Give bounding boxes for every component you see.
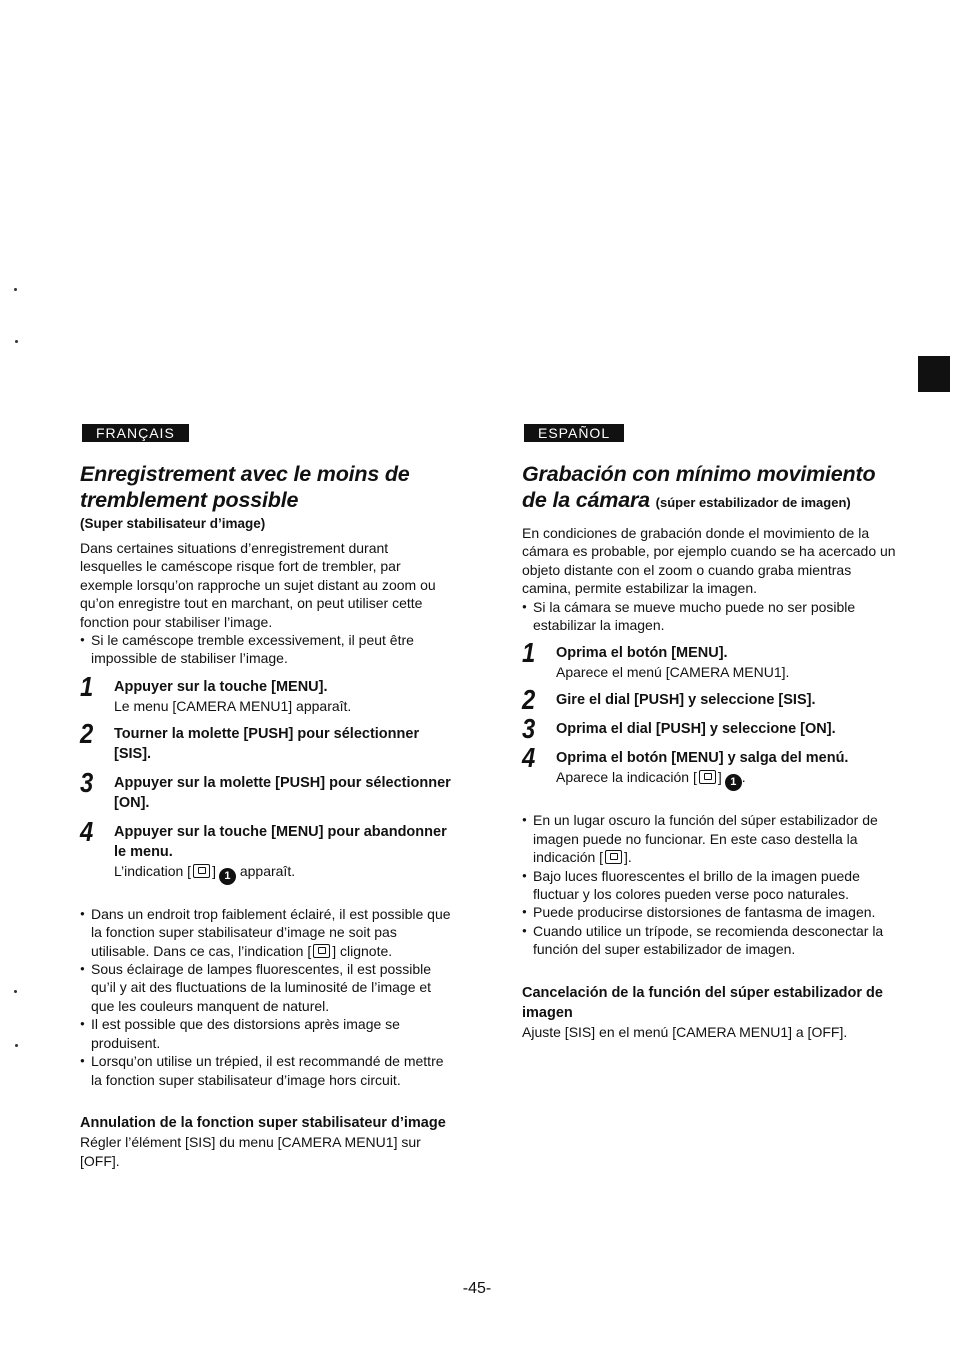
section-subtitle: (súper estabilizador de imagen) <box>655 495 851 510</box>
step-number: 2 <box>522 684 536 716</box>
step-note <box>556 768 902 791</box>
section-subtitle: (Super stabilisateur d’image) <box>80 516 266 531</box>
note-text: . <box>741 769 746 786</box>
step-instruction: Gire el dial [PUSH] y seleccione [SIS]. <box>556 692 816 709</box>
title-line-1: Grabación con mínimo movimiento <box>522 462 876 486</box>
note-text: L’indication [ <box>114 862 192 879</box>
bullet-item: ● Cuando utilice un trípode, se recomienda desconectar la función del super estabilizador de imagen. <box>522 922 902 959</box>
step-2 <box>80 717 452 764</box>
step-instruction: Tourner la molette [PUSH] pour sélectionner [SIS]. <box>114 725 420 762</box>
step-note: Aparece el menú [CAMERA MENU1]. <box>556 664 790 681</box>
note-text: ] clignote. <box>332 942 393 959</box>
note-text: ] <box>212 862 216 879</box>
step-3 <box>522 713 902 745</box>
step-instruction: Oprima el botón [MENU]. <box>556 645 728 662</box>
step-instruction: Oprima el botón [MENU] y salga del menú. <box>556 750 849 767</box>
step-number: 2 <box>80 717 94 749</box>
bullet-item: ● Sous éclairage de lampes fluorescentes, il est possible qu’il y ait des fluctuations de la luminosité de l’image et que les couleurs manquent de naturel. <box>80 960 452 1015</box>
stabilizer-icon <box>699 770 716 784</box>
scan-speck <box>14 288 17 291</box>
stabilizer-icon <box>605 850 622 864</box>
step-instruction: Appuyer sur la touche [MENU] pour abandonner le menu. <box>114 823 447 860</box>
notes-list <box>80 905 452 1089</box>
step-number: 1 <box>80 670 94 702</box>
intro-paragraph: En condiciones de grabación donde el movimiento de la cámara es probable, por ejemplo cuando se ha acercado un objeto distante con el zoom o cuando graba mientras camina, permite estabilizar la imagen. <box>522 525 896 597</box>
bullet-item: ● Lorsqu’on utilise un trépied, il est recommandé de mettre la fonction super stabilisateur d’image hors circuit. <box>80 1052 452 1089</box>
note-text: En un lugar oscuro la función del súper estabilizador de imagen puede no funcionar. En este caso destella la indicación [ <box>533 812 878 866</box>
step-instruction: Appuyer sur la molette [PUSH] pour sélectionner [ON]. <box>114 774 451 811</box>
scan-speck <box>15 1044 18 1047</box>
page-number: -45- <box>462 1280 492 1297</box>
scan-speck <box>15 340 18 343</box>
section-marker-tab <box>918 356 950 392</box>
bullet-item: ● Si le caméscope tremble excessivement, il peut être impossible de stabiliser l’image. <box>80 631 452 668</box>
notes-list <box>522 811 902 958</box>
step-3 <box>80 766 452 813</box>
step-instruction: Oprima el dial [PUSH] y seleccione [ON]. <box>556 721 836 738</box>
spanish-column <box>522 424 902 1042</box>
intro-paragraph: Dans certaines situations d’enregistrement durant lesquelles le caméscope risque fort de trembler, par exemple lorsqu’on rapproche un sujet distant au zoom ou qu’on enregistre tout en marchant, on peut utiliser cette fonction pour stabiliser l’image. <box>80 540 436 630</box>
step-2 <box>522 684 902 716</box>
step-list <box>522 637 902 791</box>
bullet-item: ● Il est possible que des distorsions après image se produisent. <box>80 1015 452 1052</box>
step-1 <box>522 637 902 681</box>
section-title <box>522 461 902 516</box>
stabilizer-icon <box>313 944 330 958</box>
step-number: 3 <box>522 713 536 745</box>
step-note: Le menu [CAMERA MENU1] apparaît. <box>114 697 352 714</box>
language-tab-spanish: ESPAÑOL <box>524 424 624 442</box>
cancel-heading: Annulation de la fonction super stabilisateur d’image <box>80 1114 446 1131</box>
bullet-item: ● Si la cámara se mueve mucho puede no ser posible estabilizar la imagen. <box>522 598 902 635</box>
step-number: 4 <box>522 742 536 774</box>
step-1 <box>80 670 452 715</box>
note-text: ] <box>717 769 722 786</box>
step-4 <box>80 815 452 885</box>
step-number: 4 <box>80 815 94 847</box>
step-4 <box>522 742 902 791</box>
step-number: 3 <box>80 766 94 798</box>
intro-bullets <box>522 598 902 635</box>
step-note <box>114 862 452 885</box>
cancel-heading: Cancelación de la función del súper estabilizador de imagen <box>522 984 883 1021</box>
note-text: Aparece la indicación [ <box>556 769 697 786</box>
language-tab-french: FRANÇAIS <box>82 424 189 442</box>
section-title: Enregistrement avec le moins de tremblement possible <box>80 462 410 512</box>
step-instruction: Appuyer sur la touche [MENU]. <box>114 678 328 695</box>
circled-number-1: 1 <box>219 868 236 885</box>
bullet-item: ● Puede producirse distorsiones de fantasma de imagen. <box>522 903 902 921</box>
step-number: 1 <box>522 637 536 669</box>
step-list <box>80 670 452 885</box>
bullet-item <box>80 905 452 960</box>
intro-bullets <box>80 631 452 668</box>
cancel-body: Régler l’élément [SIS] du menu [CAMERA MENU1] sur [OFF]. <box>80 1133 421 1169</box>
note-text: ]. <box>624 849 632 866</box>
title-line-2: de la cámara <box>522 488 650 512</box>
stabilizer-icon <box>193 864 210 878</box>
note-text: Dans un endroit trop faiblement éclairé, il est possible que la fonction super stabilisateur d’image ne soit pas utilisable. Dans ce cas, l’indication [ <box>91 905 451 959</box>
note-text: apparaît. <box>239 862 296 879</box>
french-column <box>80 424 452 1171</box>
bullet-item <box>522 811 902 866</box>
cancel-body: Ajuste [SIS] en el menú [CAMERA MENU1] a [OFF]. <box>522 1023 848 1040</box>
circled-number-1: 1 <box>725 774 742 791</box>
scan-speck <box>14 990 17 993</box>
bullet-item: ● Bajo luces fluorescentes el brillo de la imagen puede fluctuar y los colores pueden verse poco naturales. <box>522 867 902 904</box>
